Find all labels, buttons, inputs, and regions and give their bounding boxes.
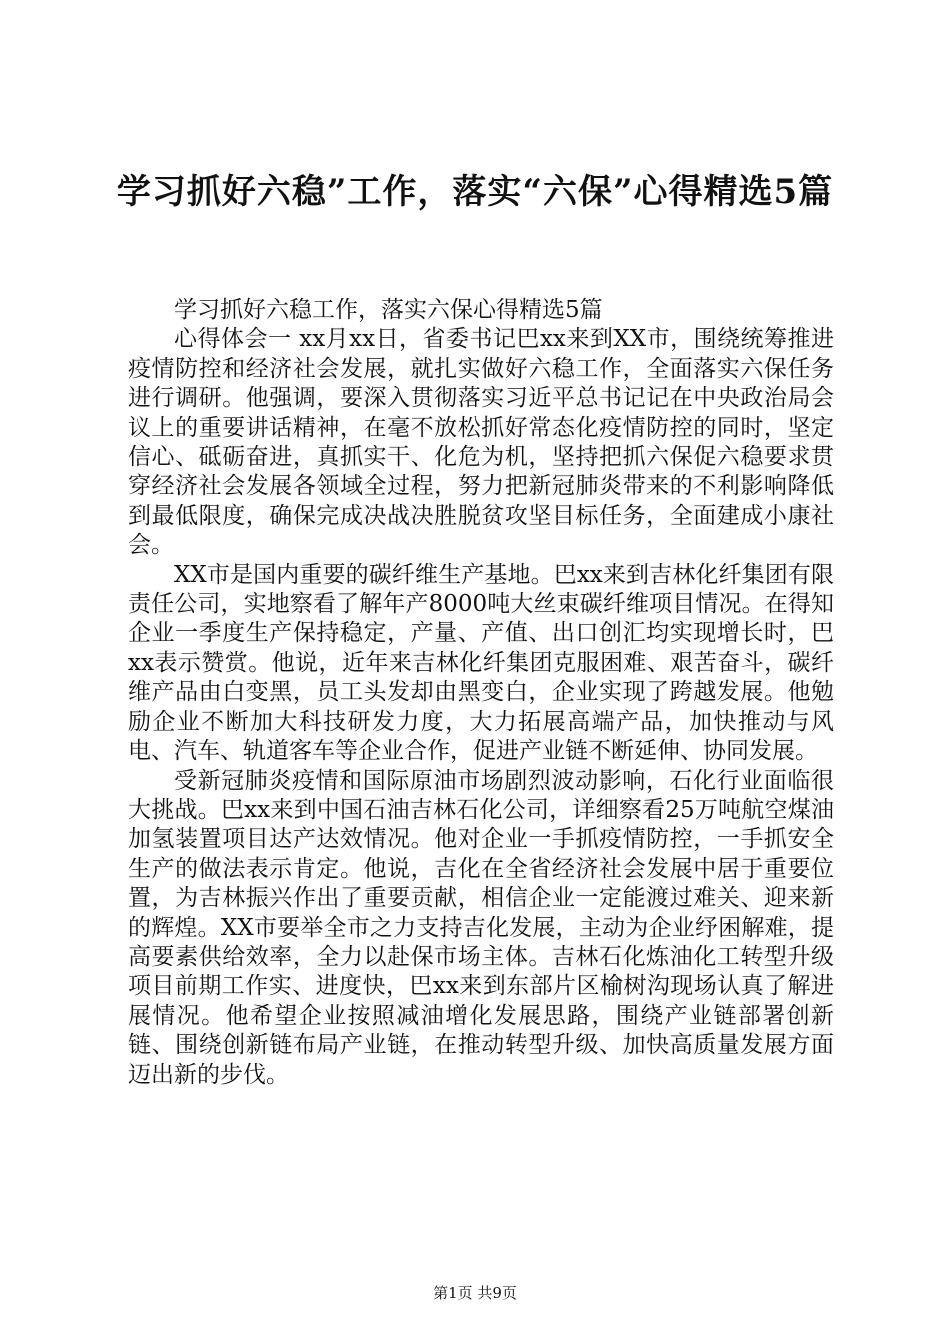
document-title: 学习抓好六稳”工作，落实“六保”心得精选5篇: [116, 172, 834, 212]
paragraph-3: 受新冠肺炎疫情和国际原油市场剧烈波动影响，石化行业面临很大挑战。巴xx来到中国石油吉林石化公司，详细察看25万吨航空煤油加氢装置项目达产达效情况。他对企业一手抓疫情防控，一手抓安全生产的做法表示肯定。他说，吉化在全省经济社会发展中居于重要位置，为吉林振兴作出了重要贡献，相信企业一定能渡过难关、迎来新的辉煌。XX市要举全市之力支持吉化发展，主动为企业纾困解难，提高要素供给效率，全力以赴保市场主体。吉林石化炼油化工转型升级项目前期工作实、进度快，巴xx来到东部片区榆树沟现场认真了解进展情况。他希望企业按照减油增化发展思路，围绕产业链部署创新链、围绕创新链布局产业链，在推动转型升级、加快高质量发展方面迈出新的步伐。: [128, 767, 834, 1088]
paragraph-subtitle: 学习抓好六稳工作，落实六保心得精选5篇: [174, 297, 603, 323]
document-body: [128, 296, 834, 1090]
page-number: 第1页 共9页: [433, 1284, 517, 1302]
paragraph-2: XX市是国内重要的碳纤维生产基地。巴xx来到吉林化纤集团有限责任公司，实地察看了解年产8000吨大丝束碳纤维项目情况。在得知企业一季度生产保持稳定，产量、产值、出口创汇均实现增长时，巴xx表示赞赏。他说，近年来吉林化纤集团克服困难、艰苦奋斗，碳纤维产品由白变黑，员工头发却由黑变白，企业实现了跨越发展。他勉励企业不断加大科技研发力度，大力拓展高端产品，加快推动与风电、汽车、轨道客车等企业合作，促进产业链不断延伸、协同发展。: [128, 561, 834, 765]
paragraph-1: 心得体会一 xx月xx日，省委书记巴xx来到XX市，围绕统筹推进疫情防控和经济社会发展，就扎实做好六稳工作，全面落实六保任务进行调研。他强调，要深入贯彻落实习近平总书记记在中央政治局会议上的重要讲话精神，在毫不放松抓好常态化疫情防控的同时，坚定信心、砥砺奋进，真抓实干、化危为机，坚持把抓六保促六稳要求贯穿经济社会发展各领域全过程，努力把新冠肺炎带来的不利影响降低到最低限度，确保完成决战决胜脱贫攻坚目标任务，全面建成小康社会。: [128, 326, 834, 559]
